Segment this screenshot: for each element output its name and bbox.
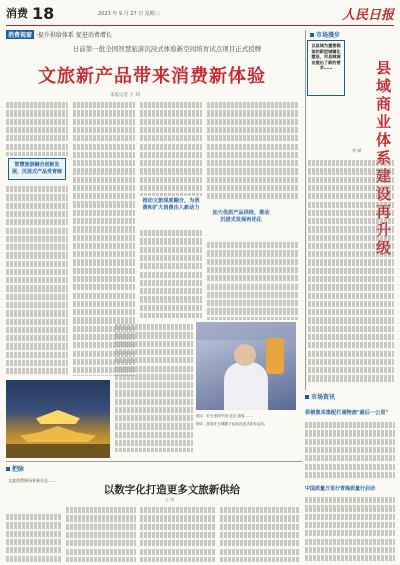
- news-body-2: [305, 495, 395, 561]
- subhead-1: 智慧旅游融合创新发展，沉浸式产品受青睐: [8, 158, 66, 180]
- commentary-title: 县域商业体系建设再升级: [374, 60, 392, 258]
- newspaper-logo: 人民日报: [341, 8, 394, 23]
- lantern-festival-photo: [6, 380, 110, 458]
- article-subtitle: 日前第一批全国智慧旅游沉浸式体验新空间培育试点项目正式授牌: [72, 45, 262, 53]
- square-bullet-icon: [305, 395, 309, 399]
- square-bullet-icon: [6, 467, 10, 471]
- article-body-col-4b: [207, 240, 299, 320]
- photo-caption-1: 图①：灯火里的中国·北京 游客 ……: [196, 414, 253, 418]
- bottom-headline: 以数字化打造更多文旅新供给: [103, 484, 241, 496]
- tourist-portrait-photo: [196, 322, 296, 410]
- section-divider: [6, 461, 302, 462]
- bottom-pull-quote: 文旅消费新场景新业态……: [8, 478, 56, 483]
- kicker-text: ·提升供给体系 促进消费增长: [36, 32, 112, 39]
- pull-quote: 以县城为重要载体的新型城镇化建设，对县域商业提出了新的要求……: [307, 40, 345, 96]
- page-number: 18: [32, 4, 55, 23]
- bottom-body-col-2: [66, 505, 136, 562]
- kicker-tag: 消费视窗: [8, 32, 33, 39]
- subhead-2: 推动文旅深度融合，为消费和扩大消费注入新动力: [142, 198, 200, 211]
- article-body-col-3: [140, 100, 202, 196]
- bottom-body-col-3: [140, 505, 216, 562]
- sidebar-tag: 市场漫步: [306, 30, 395, 39]
- commentary-body: [308, 158, 394, 384]
- section-name: 消费: [6, 7, 28, 20]
- article-body-col-3b: [140, 228, 202, 318]
- article-body-col-1b: [6, 184, 68, 374]
- issue-date: 2023 年 9 月 27 日 星期三: [98, 11, 160, 17]
- commentary-author: 李 斌: [352, 148, 362, 153]
- page-header: [6, 4, 394, 26]
- market-news-box: [305, 392, 395, 416]
- news-item-title-2: 中国质量万里行青海质量行启动: [305, 486, 376, 492]
- article-headline: 文旅新产品带来消费新体验: [38, 66, 266, 87]
- bottom-body-col-1: [6, 512, 62, 562]
- bottom-body-col-4: [220, 505, 300, 562]
- news-body-1: [305, 420, 395, 480]
- article-body-col-1: [6, 100, 68, 156]
- news-item-title-1: 供销集采集配打通物流"最后一公里": [305, 410, 389, 416]
- square-bullet-icon: [310, 33, 314, 37]
- article-byline: 本报记者 王 珂: [110, 93, 140, 98]
- article-body-col-5: [115, 322, 193, 452]
- subhead-3: 加大优质产品供给，推动沉浸式发展再优化: [212, 210, 270, 223]
- bottom-author: 王 珂: [165, 497, 175, 502]
- market-news-tag: 市场资讯: [305, 392, 395, 401]
- column-kicker: [6, 30, 112, 39]
- bottom-section-tag: 把脉: [6, 464, 24, 473]
- article-body-col-4: [207, 100, 299, 200]
- photo-caption-2: 图②：游客在长城脚下参加沉浸式体验活动。: [196, 422, 268, 426]
